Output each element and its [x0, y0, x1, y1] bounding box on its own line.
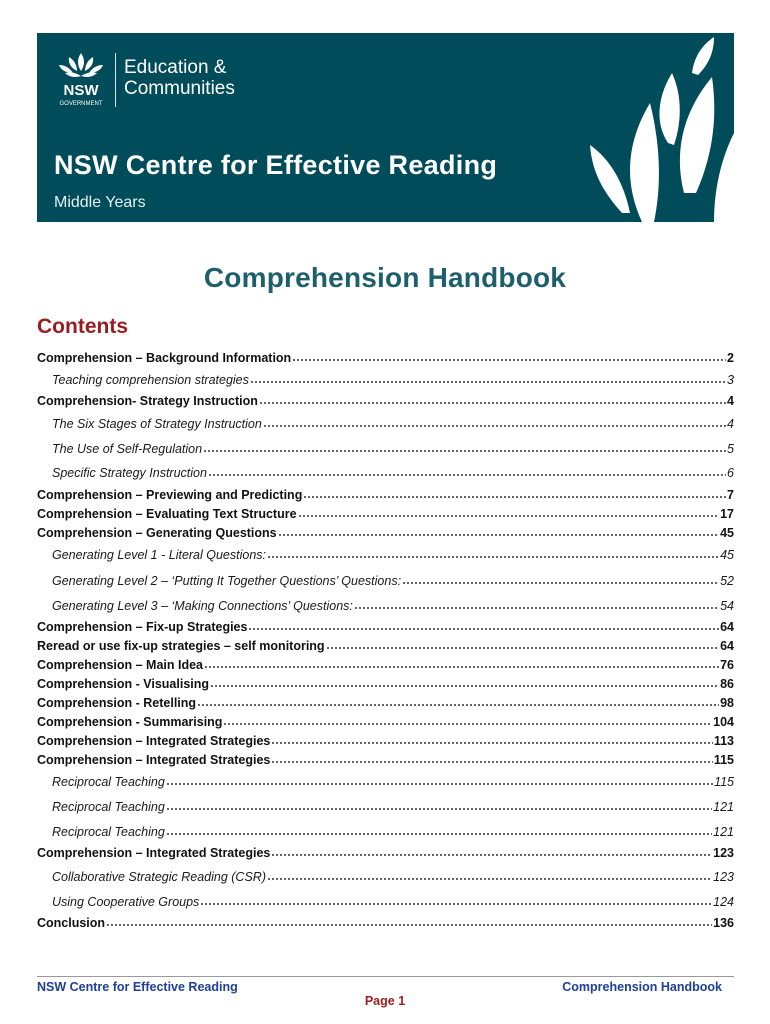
toc-entry-page: 4 [727, 394, 734, 408]
nsw-logo [55, 51, 235, 111]
toc-entry[interactable] [52, 439, 734, 457]
toc-entry-page: 86 [720, 677, 734, 691]
toc-entry-page: 115 [713, 753, 734, 767]
toc-entry[interactable] [37, 617, 734, 635]
toc-entry[interactable] [37, 348, 734, 366]
department-line2: Communities [124, 78, 235, 99]
toc-entry[interactable] [37, 523, 734, 541]
banner-title: NSW Centre for Effective Reading [54, 150, 498, 180]
toc-entry[interactable] [37, 712, 734, 730]
toc-entry-title: Comprehension - Retelling [37, 696, 197, 710]
toc-entry-page: 17 [720, 507, 734, 521]
toc-entry-title: Comprehension – Previewing and Predicting [37, 488, 303, 502]
toc-entry-page: 124 [713, 895, 734, 909]
toc-entry-title: Comprehension – Main Idea [37, 658, 204, 672]
toc-dot-leader [271, 750, 712, 764]
toc-entry-page: 4 [727, 417, 734, 431]
toc-entry-title: Teaching comprehension strategies [52, 373, 249, 387]
toc-entry[interactable] [37, 731, 734, 749]
toc-dot-leader [267, 867, 712, 881]
toc-entry-page: 123 [713, 870, 734, 884]
toc-entry-title: Generating Level 3 – ‘Making Connections’ Questions: [52, 599, 353, 613]
logo-mark-text: NSW [63, 82, 99, 99]
toc-entry[interactable] [52, 370, 734, 388]
toc-entry-page: 6 [727, 466, 734, 480]
toc-entry-title: The Six Stages of Strategy Instruction [52, 417, 262, 431]
logo-divider [115, 53, 116, 107]
toc-entry-title: Using Cooperative Groups [52, 895, 200, 909]
toc-dot-leader [402, 571, 719, 585]
toc-entry-page: 5 [727, 442, 734, 456]
toc-dot-leader [203, 439, 726, 453]
waratah-icon [55, 51, 107, 111]
toc-dot-leader [200, 892, 712, 906]
toc-entry-page: 3 [727, 373, 734, 387]
toc-dot-leader [166, 797, 712, 811]
toc-entry-title: The Use of Self-Regulation [52, 442, 203, 456]
department-name [124, 51, 235, 99]
toc-entry-page: 121 [713, 800, 734, 814]
toc-entry[interactable] [52, 463, 734, 481]
toc-entry-page: 52 [720, 574, 734, 588]
toc-dot-leader [166, 822, 712, 836]
toc-dot-leader [197, 693, 719, 707]
toc-entry-title: Reciprocal Teaching [52, 825, 165, 839]
toc-entry[interactable] [37, 913, 734, 931]
toc-entry-page: 7 [727, 488, 734, 502]
toc-dot-leader [354, 596, 719, 610]
toc-entry-title: Comprehension - Visualising [37, 677, 210, 691]
toc-entry[interactable] [37, 655, 734, 673]
toc-dot-leader [271, 843, 712, 857]
toc-entry[interactable] [52, 772, 734, 790]
toc-entry[interactable] [37, 504, 734, 522]
toc-entry-title: Generating Level 2 – ‘Putting It Together Questions’ Questions: [52, 574, 402, 588]
toc-entry[interactable] [37, 674, 734, 692]
toc-entry-page: 76 [720, 658, 734, 672]
toc-dot-leader [263, 414, 726, 428]
toc-entry[interactable] [52, 892, 734, 910]
footer-right-text: Comprehension Handbook [562, 980, 722, 994]
logo-sub-text: GOVERNMENT [59, 101, 103, 107]
toc-dot-leader [106, 913, 712, 927]
toc-dot-leader [303, 485, 726, 499]
header-banner [37, 33, 734, 222]
department-line1: Education & [124, 57, 227, 78]
toc-entry[interactable] [52, 867, 734, 885]
toc-entry[interactable] [37, 843, 734, 861]
toc-dot-leader [204, 655, 719, 669]
toc-entry-page: 113 [713, 734, 734, 748]
toc-dot-leader [278, 523, 719, 537]
toc-entry-title: Reciprocal Teaching [52, 800, 165, 814]
toc-entry-title: Comprehension – Background Information [37, 351, 292, 365]
toc-entry-page: 123 [713, 846, 734, 860]
toc-entry-title: Comprehension – Integrated Strategies [37, 734, 271, 748]
toc-entry[interactable] [37, 693, 734, 711]
toc-entry-title: Collaborative Strategic Reading (CSR) [52, 870, 266, 884]
toc-dot-leader [248, 617, 719, 631]
toc-entry[interactable] [52, 596, 734, 614]
toc-dot-leader [271, 731, 712, 745]
contents-heading: Contents [37, 315, 128, 338]
toc-entry-title: Conclusion [37, 916, 106, 930]
toc-entry-title: Comprehension – Integrated Strategies [37, 753, 271, 767]
toc-dot-leader [250, 370, 726, 384]
toc-entry[interactable] [52, 797, 734, 815]
banner-subtitle: Middle Years [54, 194, 146, 211]
toc-entry[interactable] [37, 636, 734, 654]
toc-dot-leader [292, 348, 726, 362]
toc-entry-title: Specific Strategy Instruction [52, 466, 207, 480]
toc-entry[interactable] [37, 485, 734, 503]
toc-entry-title: Comprehension – Integrated Strategies [37, 846, 271, 860]
page-number: Page 1 [364, 994, 406, 1008]
toc-entry-page: 104 [713, 715, 734, 729]
toc-entry-title: Generating Level 1 - Literal Questions: [52, 548, 267, 562]
toc-dot-leader [259, 391, 726, 405]
toc-dot-leader [210, 674, 719, 688]
toc-entry-title: Reread or use fix-up strategies – self monitoring [37, 639, 325, 653]
footer-divider [37, 976, 734, 977]
toc-entry-page: 136 [713, 916, 734, 930]
toc-dot-leader [298, 504, 720, 518]
toc-entry[interactable] [52, 571, 734, 589]
toc-entry-page: 64 [720, 639, 734, 653]
toc-entry-title: Comprehension - Summarising [37, 715, 223, 729]
toc-entry-page: 2 [727, 351, 734, 365]
toc-entry-page: 45 [720, 526, 734, 540]
toc-entry-title: Comprehension – Generating Questions [37, 526, 277, 540]
waratah-watermark-icon [564, 33, 734, 222]
toc-entry[interactable] [52, 414, 734, 432]
toc-dot-leader [166, 772, 713, 786]
document-title: Comprehension Handbook [203, 262, 567, 293]
toc-entry-title: Comprehension – Evaluating Text Structure [37, 507, 297, 521]
footer-left-text: NSW Centre for Effective Reading [37, 980, 238, 994]
toc-entry-page: 98 [720, 696, 734, 710]
toc-entry-page: 54 [720, 599, 734, 613]
toc-entry-title: Reciprocal Teaching [52, 775, 165, 789]
toc-dot-leader [208, 463, 726, 477]
toc-entry[interactable] [52, 822, 734, 840]
toc-dot-leader [267, 545, 719, 559]
toc-dot-leader [223, 712, 712, 726]
toc-entry-page: 64 [720, 620, 734, 634]
toc-entry-title: Comprehension- Strategy Instruction [37, 394, 258, 408]
toc-entry-page: 45 [720, 548, 734, 562]
toc-entry-title: Comprehension – Fix-up Strategies [37, 620, 248, 634]
toc-entry-page: 115 [714, 775, 734, 789]
toc-dot-leader [326, 636, 720, 650]
toc-entry[interactable] [37, 391, 734, 409]
toc-entry[interactable] [52, 545, 734, 563]
toc-entry-page: 121 [713, 825, 734, 839]
toc-entry[interactable] [37, 750, 734, 768]
